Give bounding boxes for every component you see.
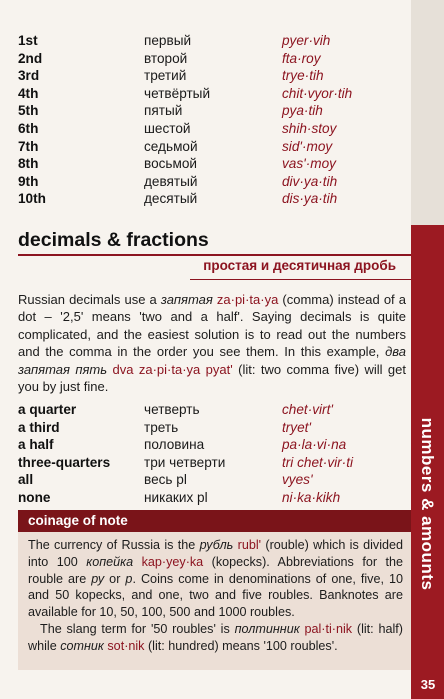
ordinal-russian: девятый [144,173,198,189]
coinage-box [18,510,411,670]
section-divider [18,254,411,256]
box-text: The currency of Russia is the [28,538,200,552]
ordinal-english: 3rd [18,68,40,84]
fractions-table [18,401,408,507]
box-paragraph [28,537,403,621]
ordinal-english: 9th [18,173,39,189]
transliteration: kap·yey·ka [133,554,204,569]
fraction-russian: три четверти [144,454,226,470]
transliteration: za·pi·ta·ya [212,292,279,307]
section-title: decimals & fractions [18,229,209,251]
paragraph-text: (comma) instead of a dot – '2,5' means 'two and a half'. Saying decimals is quite complicated, and the easiest solution is to read out the numbers and the comma in the order you see them. In this example, [18,292,406,360]
ordinal-transliteration: fta·roy [282,50,321,66]
ordinal-row [18,67,408,85]
chapter-tab-label: numbers & amounts [418,417,437,591]
fraction-russian: никаких pl [144,489,208,505]
box-text: . Coins come in denominations of one, five, 10 and 50 kopecks, and one, two and five roubles. Banknotes are available for 10, 50, 100, 500 and 1000 roubles. [28,571,403,620]
ordinal-transliteration: sid'·moy [282,138,333,154]
ordinal-row [18,190,408,208]
russian-term: копейка [86,554,134,569]
russian-term: запятая [160,292,213,307]
fraction-transliteration: tryet' [282,419,312,435]
ordinal-row [18,50,408,68]
subtitle-divider [190,279,411,280]
russian-term: рубль [199,538,234,552]
fraction-english: a third [18,419,60,435]
russian-term: ру [91,571,105,586]
ordinal-english: 5th [18,103,39,119]
ordinal-row [18,85,408,103]
ordinal-transliteration: dis·ya·tih [282,191,338,207]
ordinals-table [18,32,408,208]
russian-term: сотник [60,638,104,653]
ordinal-russian: шестой [144,120,191,136]
box-text: (lit: hundred) means '100 roubles'. [144,638,338,653]
fraction-transliteration: vyes' [282,472,313,488]
ordinal-english: 1st [18,33,38,48]
fraction-transliteration: tri chet·vir·ti [282,454,353,470]
ordinal-russian: пятый [144,103,183,119]
ordinal-russian: третий [144,68,187,84]
fraction-russian: четверть [144,402,200,417]
fraction-row [18,454,408,472]
section-subtitle: простая и десятичная дробь [203,258,396,273]
russian-term: р [125,571,133,586]
ordinal-transliteration: pya·tih [282,103,323,119]
fraction-english: none [18,489,51,505]
fraction-english: all [18,472,34,488]
ordinal-transliteration: shih·stoy [282,120,337,136]
ordinal-english: 2nd [18,50,43,66]
ordinal-row [18,32,408,50]
box-text: (rouble) which is divided into 100 [28,538,404,569]
fraction-russian: весь pl [144,472,187,488]
ordinal-english: 6th [18,120,39,136]
fraction-russian: половина [144,437,205,453]
fraction-english: three-quarters [18,454,111,470]
fraction-transliteration: chet·virt' [282,402,333,417]
fraction-english: a half [18,437,54,453]
ordinal-english: 7th [18,138,39,154]
ordinal-transliteration: div·ya·tih [282,173,338,189]
side-tab-shade [411,0,444,225]
ordinal-row [18,155,408,173]
ordinal-transliteration: chit·vyor·tih [282,85,353,101]
ordinal-russian: четвёртый [144,85,211,101]
ordinal-row [18,173,408,191]
fraction-row [18,471,408,489]
ordinal-row [18,102,408,120]
box-paragraph [28,621,403,655]
transliteration: sot·nik [103,638,145,653]
paragraph-text: Russian decimals use a [18,292,161,307]
transliteration: rubl' [233,538,262,552]
box-text: or [104,571,126,586]
ordinal-row [18,120,408,138]
ordinal-russian: десятый [144,191,198,207]
page-number: 35 [420,677,436,692]
ordinal-russian: восьмой [144,156,198,172]
russian-term: два запятая пять [18,344,406,377]
russian-term: полтинник [234,621,300,636]
ordinal-english: 8th [18,156,39,172]
fraction-russian: треть [144,419,179,435]
ordinal-russian: первый [144,33,192,48]
fraction-row [18,401,408,419]
ordinal-transliteration: vas'·moy [282,156,336,172]
fraction-row [18,419,408,437]
transliteration: dva za·pi·ta·ya pyat' [107,361,233,377]
fraction-row [18,489,408,507]
ordinal-transliteration: trye·tih [282,68,324,84]
box-title: coinage of note [18,510,411,532]
fraction-transliteration: ni·ka·kikh [282,489,341,505]
box-text: The slang term for '50 roubles' is [40,621,235,636]
fraction-english: a quarter [18,402,77,417]
transliteration: pal·ti·nik [299,621,353,636]
fraction-transliteration: pa·la·vi·na [282,437,347,453]
box-text: (lit: half) while [28,621,403,653]
ordinal-russian: второй [144,50,188,66]
ordinal-english: 10th [18,191,46,207]
fraction-row [18,436,408,454]
ordinal-transliteration: pyer·vih [282,33,331,48]
box-body [18,532,411,655]
box-text: (kopecks). Abbreviations for the rouble are [28,554,404,586]
paragraph-text: (lit: two comma five) will get you by just fine. [18,361,406,395]
decimals-paragraph [18,291,406,395]
ordinal-row [18,138,408,156]
ordinal-english: 4th [18,85,39,101]
ordinal-russian: седьмой [144,138,198,154]
